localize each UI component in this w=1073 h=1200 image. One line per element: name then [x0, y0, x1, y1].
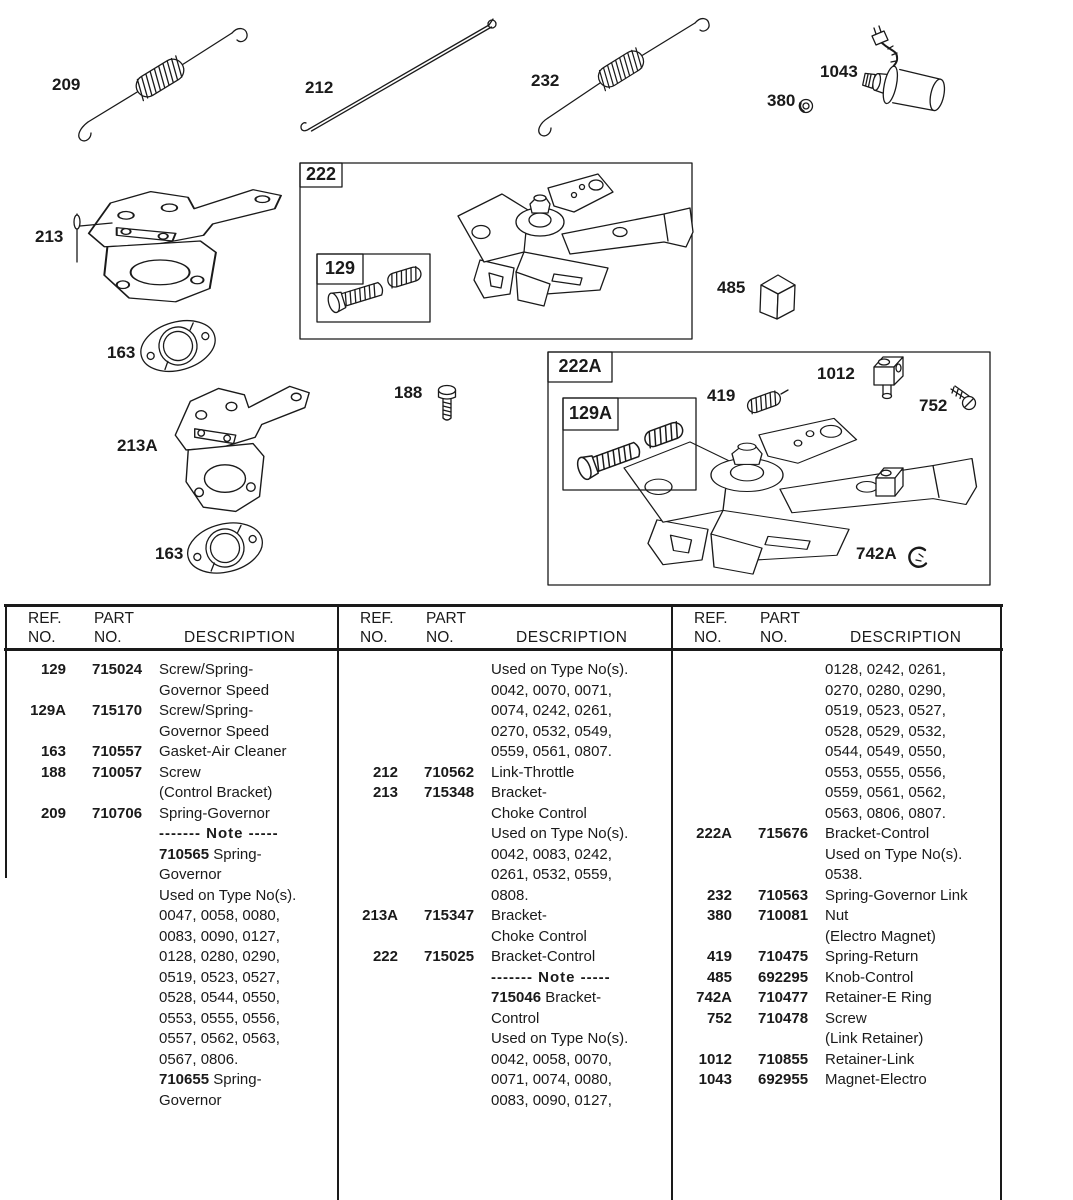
part-callout-163: 163: [107, 343, 136, 362]
table-row: 0270, 0532, 0549,: [491, 722, 612, 740]
table-row: 0553, 0555, 0556,: [825, 763, 946, 781]
table-row: 0047, 0058, 0080,: [159, 907, 280, 924]
table-row: 0557, 0562, 0563,: [159, 1030, 280, 1047]
table-rule-top: [4, 604, 1003, 607]
table-row: (Electro Magnet): [825, 927, 936, 945]
part-header: PART: [426, 610, 466, 627]
ref-no-header: NO.: [360, 629, 388, 646]
table-row: 0270, 0280, 0290,: [825, 681, 946, 699]
table-row: 0074, 0242, 0261,: [491, 702, 612, 719]
table-row: 0128, 0280, 0290,: [159, 948, 280, 965]
table-row: Used on Type No(s).: [491, 825, 629, 842]
table-row: 129A 715170 Screw/Spring-: [30, 702, 254, 719]
table-row: 0042, 0058, 0070,: [491, 1050, 612, 1068]
part-callout-213: 213: [35, 227, 64, 246]
part-callout-129A: 129A: [568, 403, 613, 424]
table-row: 0553, 0555, 0556,: [159, 1009, 280, 1027]
table-row: 212 710562 Link-Throttle: [372, 763, 575, 781]
table-row: 0528, 0544, 0550,: [159, 989, 280, 1006]
table-row: Used on Type No(s).: [825, 845, 963, 863]
table-row: 0042, 0070, 0071,: [491, 681, 612, 699]
table-row: Control: [491, 1009, 540, 1027]
table-column-1: [6, 660, 336, 1111]
part-callout-213A: 213A: [117, 436, 158, 455]
part-header: PART: [760, 610, 800, 627]
table-row: 0538.: [825, 866, 863, 883]
table-row: 222 715025 Bracket-Control: [372, 948, 596, 965]
table-row: 710565 Spring-: [159, 845, 262, 863]
table-rule-right: [1000, 605, 1002, 1200]
ref-header: REF.: [694, 610, 728, 627]
table-row: 129 715024 Screw/Spring-: [40, 661, 254, 678]
table-row: 0071, 0074, 0080,: [491, 1071, 612, 1088]
table-column-3: [672, 660, 1000, 1091]
table-row: 232 710563 Spring-Governor Link: [706, 886, 968, 904]
table-row: 0261, 0532, 0559,: [491, 866, 612, 883]
table-row: 715046 Bracket-: [491, 989, 602, 1006]
table-row: 752 710478 Screw: [706, 1009, 867, 1027]
table-row: Governor Speed: [159, 722, 270, 740]
ref-no-header: NO.: [694, 629, 722, 646]
table-row: 0544, 0549, 0550,: [825, 743, 946, 760]
table-row: 0567, 0806.: [159, 1050, 239, 1068]
part-header: PART: [94, 610, 134, 627]
part-callout-222A: 222A: [558, 356, 602, 377]
table-row: Governor: [159, 866, 222, 883]
part-no-header: NO.: [760, 629, 788, 646]
table-row: 742A 710477 Retainer-E Ring: [696, 989, 932, 1006]
part-callout-419: 419: [707, 386, 736, 405]
table-row: ------- Note -----: [159, 825, 279, 842]
table-column-2: [338, 660, 670, 1111]
part-callout-129: 129: [324, 258, 356, 279]
table-row: 0528, 0529, 0532,: [825, 722, 946, 740]
table-row: 222A 715676 Bracket-Control: [696, 825, 930, 842]
table-row: 213A 715347 Bracket-: [362, 907, 547, 924]
table-row: Choke Control: [491, 927, 587, 945]
part-no-header: NO.: [94, 629, 122, 646]
part-callout-222: 222: [305, 164, 337, 185]
table-row: 0559, 0561, 0562,: [825, 784, 946, 801]
table-row: 188 710057 Screw: [40, 763, 201, 781]
table-row: 0808.: [491, 886, 529, 904]
table-header-col3: [672, 609, 1000, 647]
part-callout-212: 212: [305, 78, 334, 97]
part-callout-188: 188: [394, 383, 423, 402]
description-header: DESCRIPTION: [184, 629, 296, 646]
table-row: 0519, 0523, 0527,: [825, 702, 946, 719]
description-header: DESCRIPTION: [516, 629, 628, 646]
table-row: 1043 692955 Magnet-Electro: [698, 1071, 927, 1088]
ref-no-header: NO.: [28, 629, 56, 646]
table-row: Used on Type No(s).: [491, 661, 629, 678]
table-row: 0042, 0083, 0242,: [491, 845, 612, 863]
ref-header: REF.: [360, 610, 394, 627]
description-header: DESCRIPTION: [850, 629, 962, 646]
table-row: ------- Note -----: [491, 968, 611, 986]
part-no-header: NO.: [426, 629, 454, 646]
table-row: 0519, 0523, 0527,: [159, 968, 280, 986]
table-row: 710655 Spring-: [159, 1071, 262, 1088]
part-callout-163: 163: [155, 544, 184, 563]
table-row: Choke Control: [491, 804, 587, 822]
part-callout-380: 380: [767, 91, 796, 110]
table-header-col2: [338, 609, 670, 647]
table-row: 0563, 0806, 0807.: [825, 804, 946, 822]
table-row: 213 715348 Bracket-: [372, 784, 547, 801]
ref-header: REF.: [28, 610, 62, 627]
part-callout-209: 209: [52, 75, 81, 94]
table-row: (Control Bracket): [159, 784, 273, 801]
table-row: Governor: [159, 1091, 222, 1109]
part-callout-485: 485: [717, 278, 746, 297]
part-callout-1012: 1012: [817, 364, 855, 383]
part-callout-752: 752: [919, 396, 948, 415]
part-callout-742A: 742A: [856, 544, 897, 563]
table-row: (Link Retainer): [825, 1030, 924, 1047]
part-callout-232: 232: [531, 71, 560, 90]
table-row: 485 692295 Knob-Control: [706, 968, 914, 986]
table-row: 419 710475 Spring-Return: [706, 948, 919, 965]
table-row: 0083, 0090, 0127,: [491, 1091, 612, 1109]
table-row: 0128, 0242, 0261,: [825, 661, 946, 678]
table-row: 0083, 0090, 0127,: [159, 927, 280, 945]
table-row: 0559, 0561, 0807.: [491, 743, 612, 760]
part-callout-1043: 1043: [820, 62, 858, 81]
table-header-col1: [6, 609, 336, 647]
table-row: 163 710557 Gasket-Air Cleaner: [40, 743, 287, 760]
table-row: 209 710706 Spring-Governor: [40, 804, 270, 822]
table-row: 380 710081 Nut: [706, 907, 849, 924]
table-row: Governor Speed: [159, 681, 270, 699]
table-row: 1012 710855 Retainer-Link: [698, 1050, 915, 1068]
table-row: Used on Type No(s).: [491, 1030, 629, 1047]
table-rule-header-bottom: [4, 648, 1003, 651]
table-row: Used on Type No(s).: [159, 886, 297, 904]
